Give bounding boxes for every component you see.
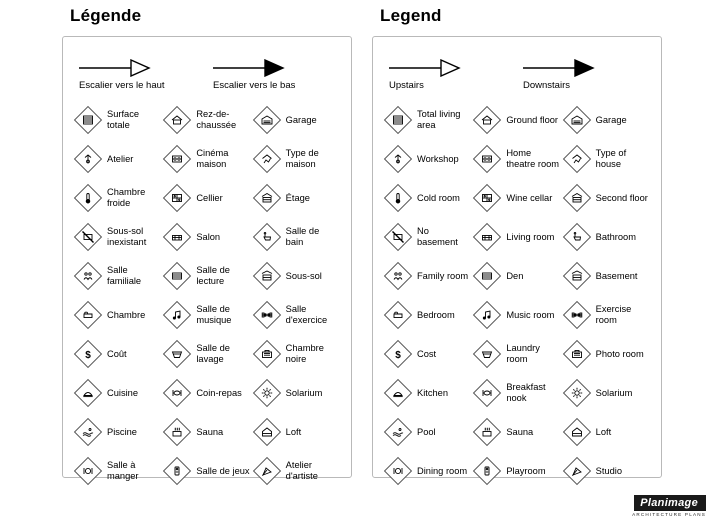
legend-entry [472, 141, 561, 178]
legend-entry-label: Salle familiale [107, 265, 142, 287]
legend-entry [472, 336, 561, 373]
legend-entry-label: Loft [285, 426, 302, 437]
stairs-up-label-english: Upstairs [389, 80, 424, 91]
legend-entry [73, 336, 162, 373]
legend-entry [162, 219, 251, 256]
legend-entry-label: Basement [595, 270, 638, 281]
legend-entry [252, 258, 341, 295]
legend-entry [162, 180, 251, 217]
legend-entry [73, 258, 162, 295]
legend-entry [562, 453, 651, 490]
garage-icon [562, 105, 592, 135]
legend-box-french [62, 36, 352, 482]
sauna-icon [472, 417, 502, 447]
legend-entry [383, 375, 472, 412]
family-room-icon [73, 261, 103, 291]
basement-icon [252, 261, 282, 291]
legend-entry-label: Solarium [595, 387, 633, 398]
legend-grid-english [383, 102, 651, 490]
legend-entry-label: Solarium [285, 387, 323, 398]
legend-grid-french [73, 102, 341, 490]
legend-entry [73, 297, 162, 334]
arrow-up-stairs-icon [389, 57, 517, 79]
stairs-row-english [383, 57, 651, 92]
dining-room-icon [73, 456, 103, 486]
legend-entry-label: Salon [196, 231, 221, 242]
bedroom-icon [383, 300, 413, 330]
legend-entry [162, 453, 251, 490]
stairs-down-label-english: Downstairs [523, 80, 570, 91]
legend-entry-label: Coût [107, 348, 127, 359]
legend-entry-label: Sous-sol [285, 270, 322, 281]
legend-entry [383, 297, 472, 334]
legend-entry-label: Breakfast nook [506, 382, 546, 404]
laundry-room-icon [472, 339, 502, 369]
legend-entry-label: Photo room [595, 348, 644, 359]
legend-entry-label: Type de maison [285, 148, 319, 170]
photo-room-icon [562, 339, 592, 369]
legend-entry [562, 336, 651, 373]
solarium-icon [252, 378, 282, 408]
workshop-icon [73, 144, 103, 174]
legend-entry [252, 453, 341, 490]
legend-entry [383, 219, 472, 256]
legend-entry [162, 141, 251, 178]
stairs-down-english [517, 57, 651, 92]
legend-entry-label: Cold room [417, 192, 460, 203]
legend-entry [252, 336, 341, 373]
type-of-house-icon [252, 144, 282, 174]
legend-entry-label: Rez-de-chaussée [196, 109, 237, 131]
legend-entry-label: Atelier d'artiste [285, 460, 318, 482]
bedroom-icon [73, 300, 103, 330]
stairs-up-english [383, 57, 517, 92]
cost-icon [383, 339, 413, 369]
solarium-icon [562, 378, 592, 408]
legend-entry [383, 336, 472, 373]
laundry-room-icon [162, 339, 192, 369]
legend-entry [562, 180, 651, 217]
living-room-icon [162, 222, 192, 252]
logo [632, 493, 706, 517]
logo-name: Planimage [634, 495, 706, 511]
cold-room-icon [73, 183, 103, 213]
kitchen-icon [73, 378, 103, 408]
arrow-up-stairs-icon [79, 57, 207, 79]
legend-entry [73, 219, 162, 256]
garage-icon [252, 105, 282, 135]
legend-entry-label: Studio [595, 465, 623, 476]
legend-entry [472, 180, 561, 217]
legend-entry-label: Piscine [107, 426, 137, 437]
legend-entry [252, 141, 341, 178]
family-room-icon [383, 261, 413, 291]
legend-entry-label: Workshop [417, 153, 459, 164]
legend-entry [472, 258, 561, 295]
legend-entry [472, 414, 561, 451]
legend-entry [562, 258, 651, 295]
legend-entry-label: Cellier [196, 192, 223, 203]
legend-entry-label: Atelier [107, 153, 134, 164]
page-title-english: Legend [380, 6, 442, 25]
legend-entry [562, 102, 651, 139]
basement-icon [562, 261, 592, 291]
legend-entry-label: Ground floor [506, 114, 559, 125]
legend-entry [562, 375, 651, 412]
legend-panel-french [62, 0, 352, 482]
no-basement-icon [73, 222, 103, 252]
legend-entry-label: Garage [595, 114, 627, 125]
legend-entry [162, 102, 251, 139]
legend-entry [73, 375, 162, 412]
legend-entry-label: Coin-repas [196, 387, 242, 398]
legend-box-english [372, 36, 662, 478]
total-living-area-icon [73, 105, 103, 135]
legend-entry-label: Surface totale [107, 109, 140, 131]
arrow-down-stairs-icon [523, 57, 651, 79]
legend-entry-label: Sauna [196, 426, 224, 437]
legend-entry-label: Salle à manger [107, 460, 139, 482]
legend-entry-label: Salle de lavage [196, 343, 230, 365]
playroom-icon [162, 456, 192, 486]
legend-entry [472, 375, 561, 412]
legend-entry-label: Home theatre room [506, 148, 560, 170]
legend-entry [562, 297, 651, 334]
legend-entry-label: Garage [285, 114, 317, 125]
bathroom-icon [252, 222, 282, 252]
legend-entry [162, 297, 251, 334]
legend-entry-label: Sous-sol inexistant [107, 226, 147, 248]
legend-entry-label: Bedroom [417, 309, 455, 320]
legend-entry-label: Chambre [107, 309, 146, 320]
studio-icon [252, 456, 282, 486]
legend-entry [383, 258, 472, 295]
pool-icon [73, 417, 103, 447]
legend-entry [252, 180, 341, 217]
breakfast-nook-icon [162, 378, 192, 408]
legend-entry [383, 141, 472, 178]
legend-entry [252, 375, 341, 412]
legend-entry [252, 414, 341, 451]
legend-entry [252, 219, 341, 256]
legend-entry-label: Salle d'exercice [285, 304, 328, 326]
legend-entry-label: Chambre noire [285, 343, 324, 365]
bathroom-icon [562, 222, 592, 252]
exercise-room-icon [562, 300, 592, 330]
legend-entry [73, 102, 162, 139]
breakfast-nook-icon [472, 378, 502, 408]
legend-entry-label: Loft [595, 426, 612, 437]
legend-entry-label: Bathroom [595, 231, 636, 242]
legend-entry [73, 180, 162, 217]
legend-entry [252, 102, 341, 139]
legend-entry-label: Playroom [506, 465, 546, 476]
exercise-room-icon [252, 300, 282, 330]
page-title-french: Légende [70, 6, 142, 25]
legend-entry-label: Salle de bain [285, 226, 320, 248]
stairs-up-french [73, 57, 207, 92]
type-of-house-icon [562, 144, 592, 174]
svg-text:$: $ [85, 350, 91, 362]
stairs-down-label-french: Escalier vers le bas [213, 80, 296, 91]
pool-icon [383, 417, 413, 447]
loft-icon [562, 417, 592, 447]
stairs-up-label-french: Escalier vers le haut [79, 80, 165, 91]
legend-entry-label: Type of house [595, 148, 627, 170]
wine-cellar-icon [472, 183, 502, 213]
legend-entry [472, 453, 561, 490]
stairs-down-french [207, 57, 341, 92]
legend-entry-label: Salle de lecture [196, 265, 230, 287]
arrow-down-stairs-icon [213, 57, 341, 79]
legend-entry-label: Chambre froide [107, 187, 146, 209]
studio-icon [562, 456, 592, 486]
legend-entry [73, 141, 162, 178]
music-room-icon [472, 300, 502, 330]
second-floor-icon [252, 183, 282, 213]
legend-entry [562, 141, 651, 178]
den-icon [162, 261, 192, 291]
legend-entry-label: Den [506, 270, 524, 281]
legend-entry [472, 297, 561, 334]
wine-cellar-icon [162, 183, 192, 213]
legend-entry-label: Pool [417, 426, 436, 437]
legend-entry [73, 453, 162, 490]
legend-panel-english [372, 0, 662, 478]
legend-entry [383, 453, 472, 490]
den-icon [472, 261, 502, 291]
no-basement-icon [383, 222, 413, 252]
legend-entry-label: Wine cellar [506, 192, 553, 203]
legend-entry-label: Salle de musique [196, 304, 232, 326]
legend-entry [472, 102, 561, 139]
legend-entry-label: Music room [506, 309, 555, 320]
stairs-row-french [73, 57, 341, 92]
legend-entry-label: Étage [285, 192, 310, 203]
loft-icon [252, 417, 282, 447]
legend-entry-label: Cinéma maison [196, 148, 229, 170]
sauna-icon [162, 417, 192, 447]
ground-floor-icon [472, 105, 502, 135]
legend-entry [562, 414, 651, 451]
legend-entry [383, 414, 472, 451]
home-theatre-icon [162, 144, 192, 174]
legend-entry-label: Dining room [417, 465, 468, 476]
legend-entry [73, 414, 162, 451]
legend-entry-label: Salle de jeux [196, 465, 250, 476]
legend-entry [162, 375, 251, 412]
legend-entry-label: Exercise room [595, 304, 632, 326]
legend-entry-label: Living room [506, 231, 555, 242]
legend-entry-label: Family room [417, 270, 469, 281]
legend-entry-label: Cost [417, 348, 437, 359]
legend-entry-label: Sauna [506, 426, 534, 437]
legend-entry-label: Second floor [595, 192, 648, 203]
playroom-icon [472, 456, 502, 486]
total-living-area-icon [383, 105, 413, 135]
home-theatre-icon [472, 144, 502, 174]
legend-entry-label: Cuisine [107, 387, 139, 398]
cost-icon [73, 339, 103, 369]
workshop-icon [383, 144, 413, 174]
logo-tagline: ARCHITECTURE PLANS [632, 512, 706, 517]
music-room-icon [162, 300, 192, 330]
legend-entry [162, 258, 251, 295]
legend-entry [472, 219, 561, 256]
legend-entry [252, 297, 341, 334]
cold-room-icon [383, 183, 413, 213]
legend-entry-label: Kitchen [417, 387, 449, 398]
kitchen-icon [383, 378, 413, 408]
legend-entry [383, 102, 472, 139]
legend-entry [162, 414, 251, 451]
legend-entry-label: Laundry room [506, 343, 540, 365]
photo-room-icon [252, 339, 282, 369]
svg-text:$: $ [395, 350, 401, 362]
legend-entry [162, 336, 251, 373]
legend-entry [383, 180, 472, 217]
legend-entry-label: Total living area [417, 109, 461, 131]
second-floor-icon [562, 183, 592, 213]
ground-floor-icon [162, 105, 192, 135]
legend-entry-label: No basement [417, 226, 458, 248]
living-room-icon [472, 222, 502, 252]
legend-entry [562, 219, 651, 256]
dining-room-icon [383, 456, 413, 486]
